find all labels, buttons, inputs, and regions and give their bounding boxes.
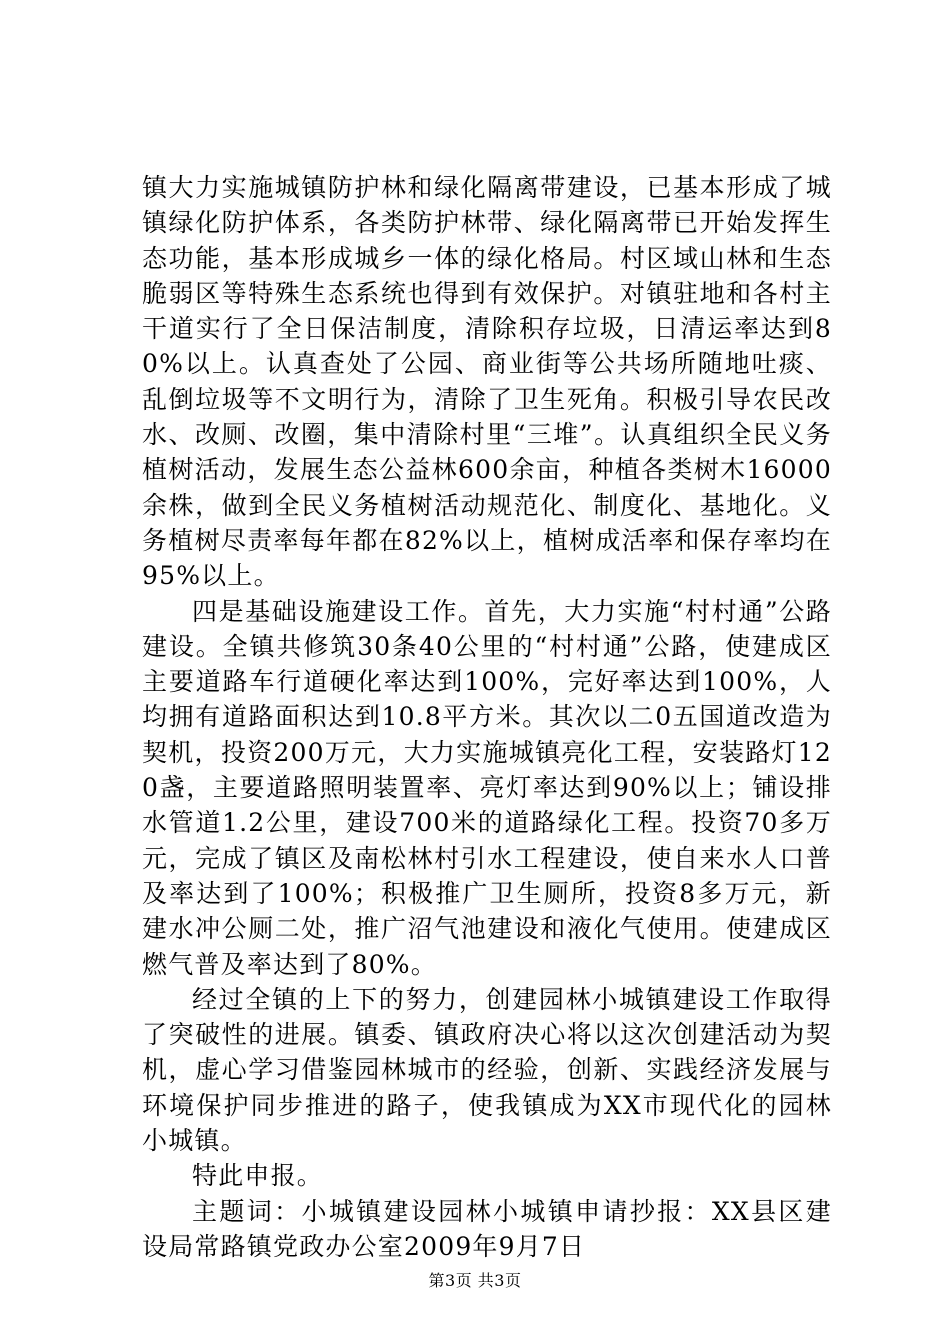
- page-number-footer: 第3页 共3页: [428, 1271, 522, 1290]
- paragraph-conclusion: 经过全镇的上下的努力，创建园林小城镇建设工作取得了突破性的进展。镇委、镇政府决心将以这次创建活动为契机，虚心学习借鉴园林城市的经验，创新、实践经济发展与环境保护同步推进的路子，使我镇成为XX市现代化的园林小城镇。: [142, 984, 832, 1156]
- document-body: [142, 170, 832, 1264]
- paragraph-subject-keywords: 主题词：小城镇建设园林小城镇申请抄报：XX县区建设局常路镇党政办公室2009年9月7日: [142, 1196, 832, 1261]
- paragraph-greening: 镇大力实施城镇防护林和绿化隔离带建设，已基本形成了城镇绿化防护体系，各类防护林带、绿化隔离带已开始发挥生态功能，基本形成城乡一体的绿化格局。村区域山林和生态脆弱区等特殊生态系统也得到有效保护。对镇驻地和各村主干道实行了全日保洁制度，清除积存垃圾，日清运率达到80%以上。认真查处了公园、商业街等公共场所随地吐痰、乱倒垃圾等不文明行为，清除了卫生死角。积极引导农民改水、改厕、改圈，集中清除村里“三堆”。认真组织全民义务植树活动，发展生态公益林600余亩，种植各类树木16000余株，做到全民义务植树活动规范化、制度化、基地化。义务植树尽责率每年都在82%以上，植树成活率和保存率均在95%以上。: [142, 173, 832, 591]
- paragraph-submission: 特此申报。: [192, 1161, 324, 1191]
- paragraph-infrastructure: 四是基础设施建设工作。首先，大力实施“村村通”公路建设。全镇共修筑30条40公里的“村村通”公路，使建成区主要道路车行道硬化率达到100%，完好率达到100%，人均拥有道路面积达到10.8平方米。其次以二0五国道改造为契机，投资200万元，大力实施城镇亮化工程，安装路灯120盏，主要道路照明装置率、亮灯率达到90%以上；铺设排水管道1.2公里，建设700米的道路绿化工程。投资70多万元，完成了镇区及南松林村引水工程建设，使自来水人口普及率达到了100%；积极推广卫生厕所，投资8多万元，新建水冲公厕二处，推广沼气池建设和液化气使用。使建成区燃气普及率达到了80%。: [142, 596, 832, 979]
